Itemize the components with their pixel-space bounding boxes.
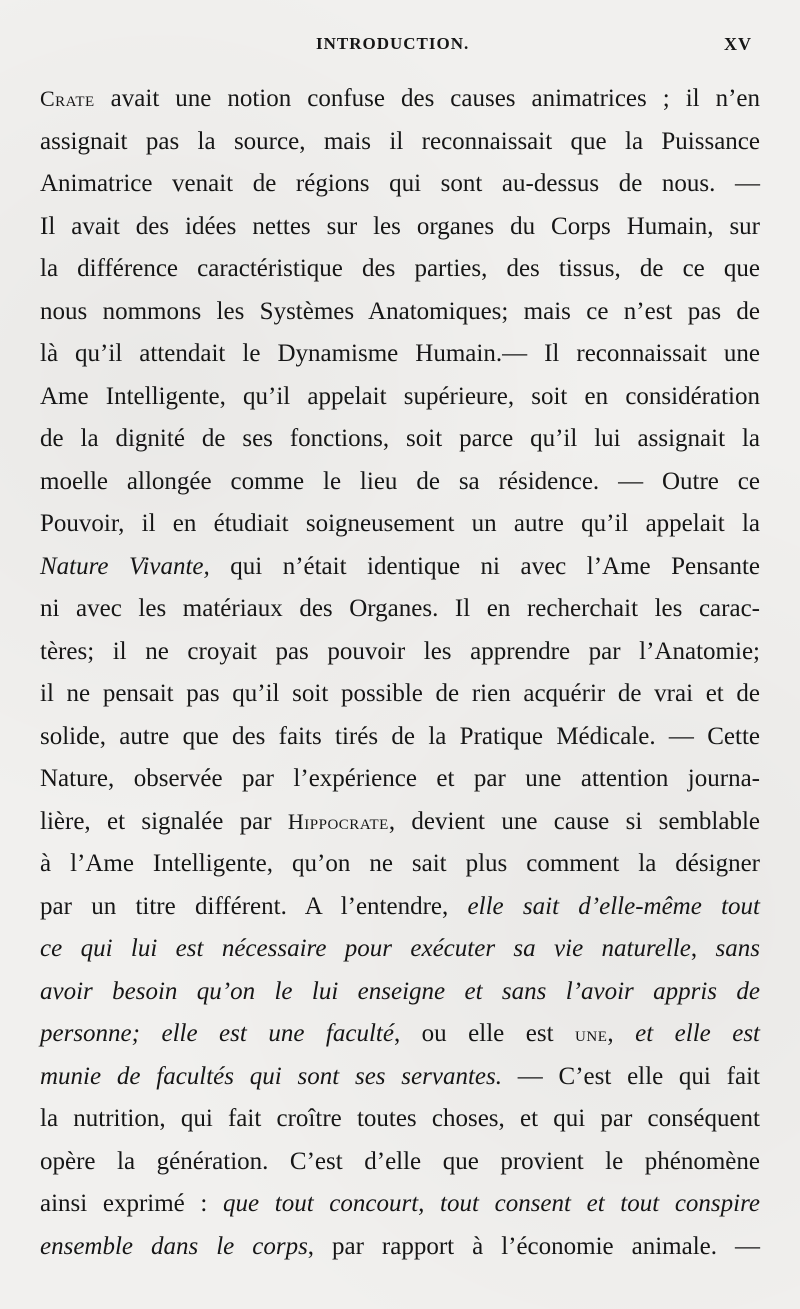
text-segment: tères; il ne croyait pas pouvoir les apprendre par l’Anatomie;	[40, 637, 760, 665]
text-line	[40, 673, 760, 716]
text-segment: une	[575, 1021, 608, 1046]
text-segment: la nutrition, qui fait croître toutes choses, et qui par conséquent	[40, 1105, 760, 1132]
text-line	[40, 1141, 760, 1184]
text-segment: que tout concourt, tout consent et tout conspire	[223, 1190, 760, 1217]
text-segment: Animatrice venait de régions qui sont au-dessus de nous. —	[40, 170, 760, 197]
text-segment: Ame Intelligente, qu’il appelait supérieure, soit en considération	[40, 382, 760, 410]
text-line	[40, 886, 760, 929]
text-line	[40, 418, 760, 461]
text-line	[40, 716, 760, 759]
body-text	[40, 78, 760, 1268]
text-segment: personne; elle est une faculté	[40, 1020, 394, 1047]
text-segment: Nature, observée par l’expérience et par une attention journa-	[40, 765, 760, 792]
text-line	[40, 376, 760, 419]
text-segment: , par rapport à l’économie animale. —	[307, 1232, 760, 1260]
text-line	[40, 1098, 760, 1141]
text-segment: la différence caractéristique des parties, des tissus, de ce que	[40, 255, 760, 282]
text-segment: et elle est	[635, 1020, 760, 1047]
text-line	[40, 843, 760, 886]
text-line	[40, 163, 760, 206]
text-segment: , devient une cause si semblable	[388, 807, 760, 835]
text-segment: nous nommons les Systèmes Anatomiques; mais ce n’est pas de	[40, 297, 760, 325]
text-line	[40, 631, 760, 674]
text-line	[40, 333, 760, 376]
text-segment: assignait pas la source, mais il reconnaissait que la Puissance	[40, 127, 760, 155]
text-segment: ni avec les matériaux des Organes. Il en recherchait les carac-	[40, 595, 760, 622]
text-line	[40, 1226, 760, 1269]
text-segment: Il avait des idées nettes sur les organes du Corps Humain, sur	[40, 212, 760, 240]
text-segment: opère la génération. C’est d’elle que provient le phénomène	[40, 1147, 760, 1175]
text-line	[40, 1056, 760, 1099]
text-segment: lière, et signalée par	[40, 807, 288, 835]
text-line	[40, 78, 760, 121]
running-head: INTRODUCTION.	[316, 34, 470, 53]
page-header	[0, 34, 800, 58]
text-segment: — C’est elle qui fait	[501, 1062, 760, 1090]
text-segment: ,	[607, 1020, 636, 1047]
text-segment: munie de facultés qui sont ses servantes.	[40, 1062, 502, 1090]
text-segment: Hippocrate	[287, 808, 389, 834]
text-segment: sans	[715, 935, 761, 962]
text-segment: Pouvoir, il en étudiait soigneusement un autre qu’il appelait la	[40, 510, 760, 537]
text-segment: avait une notion confuse des causes animatrices ; il n’en	[94, 85, 760, 112]
text-line	[40, 291, 760, 334]
text-segment: il ne pensait pas qu’il soit possible de rien acquérir de vrai et de	[40, 680, 760, 707]
text-line	[40, 801, 760, 844]
text-segment: , ou elle est	[393, 1020, 576, 1047]
text-line	[40, 503, 760, 546]
text-line	[40, 461, 760, 504]
text-line	[40, 1183, 760, 1226]
text-segment: ,	[690, 935, 716, 962]
text-segment: elle sait d’elle-même tout	[467, 892, 760, 920]
text-segment: par un titre différent. A l’entendre,	[40, 892, 468, 920]
text-segment: ensemble dans le corps	[40, 1232, 308, 1260]
text-line	[40, 1013, 760, 1056]
text-line	[40, 546, 760, 589]
text-line	[40, 758, 760, 801]
text-segment: ce qui lui est nécessaire pour exécuter sa vie naturelle	[40, 935, 691, 962]
text-line	[40, 971, 760, 1014]
text-segment: ainsi exprimé :	[40, 1190, 224, 1217]
text-segment: qui n’était identique ni avec l’Ame Pensante	[209, 552, 760, 580]
text-line	[40, 206, 760, 249]
page-number: XV	[724, 34, 752, 54]
text-segment: Nature Vivante,	[40, 552, 210, 580]
text-segment: avoir besoin qu’on le lui enseigne et sans l’avoir appris de	[40, 977, 760, 1005]
text-line	[40, 588, 760, 631]
text-line	[40, 248, 760, 291]
text-line	[40, 928, 760, 971]
text-segment: là qu’il attendait le Dynamisme Humain.— Il reconnaissait une	[40, 340, 760, 367]
text-segment: moelle allongée comme le lieu de sa résidence. — Outre ce	[40, 467, 760, 495]
text-segment: de la dignité de ses fonctions, soit parce qu’il lui assignait la	[40, 425, 760, 452]
text-segment: à l’Ame Intelligente, qu’on ne sait plus comment la désigner	[40, 850, 760, 877]
text-line	[40, 121, 760, 164]
text-segment: Crate	[40, 86, 95, 111]
text-segment: solide, autre que des faits tirés de la Pratique Médicale. — Cette	[40, 722, 760, 750]
